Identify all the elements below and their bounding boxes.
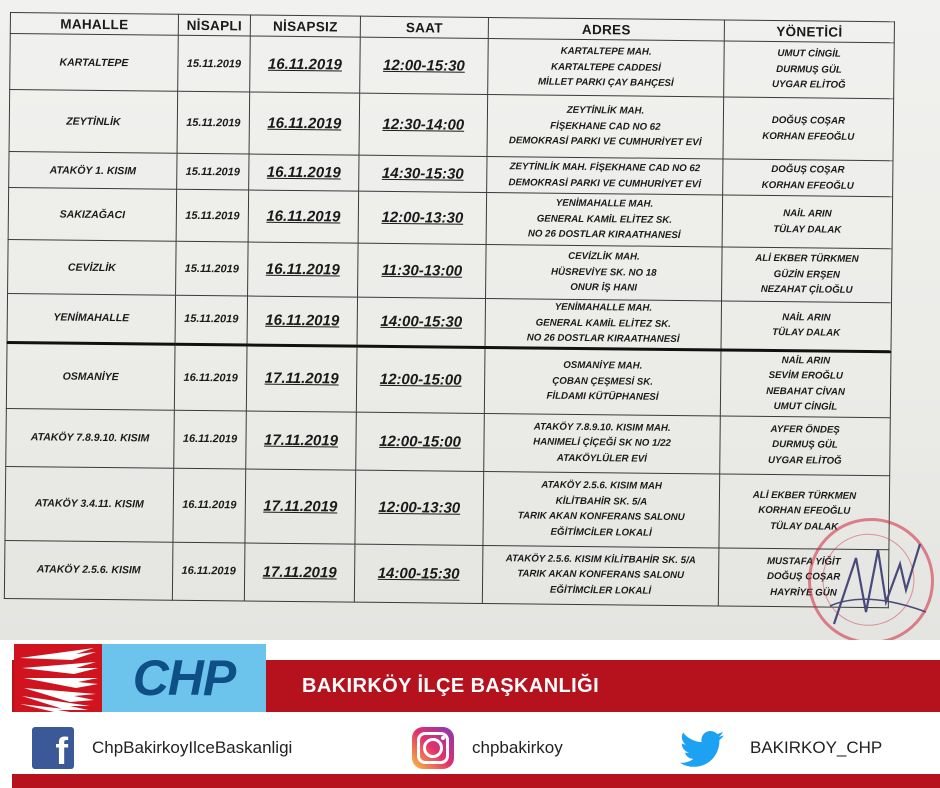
manager-name: TÜLAY DALAK <box>773 223 842 236</box>
table-row <box>6 408 891 475</box>
cell-mahalle: CEVİZLİK <box>8 239 177 295</box>
manager-name: TÜLAY DALAK <box>772 327 841 339</box>
address-line: KARTALTEPE MAH. <box>560 46 652 58</box>
manager-name: NAİL ARIN <box>781 354 831 367</box>
twitter-icon[interactable] <box>680 731 724 767</box>
cell-nisapli: 16.11.2019 <box>172 542 245 601</box>
header-yonetici: YÖNETİCİ <box>724 20 894 43</box>
manager-name: AYFER ÖNDEŞ <box>770 423 840 436</box>
schedule-table <box>4 12 895 608</box>
cell-yonetici <box>720 415 891 475</box>
cell-mahalle: ATAKÖY 7.8.9.10. KISIM <box>6 408 175 468</box>
cell-adres <box>486 193 723 247</box>
cell-yonetici <box>722 195 893 249</box>
table-row <box>9 90 894 161</box>
table-body <box>4 34 894 608</box>
cell-adres <box>487 157 723 195</box>
manager-name: DURMUŞ GÜL <box>776 63 842 76</box>
manager-name: ALİ EKBER TÜRKMEN <box>755 253 859 266</box>
manager-name: NAİL ARIN <box>782 311 831 324</box>
cell-saat: 12:00-15:30 <box>360 37 489 94</box>
cell-nisapsiz: 16.11.2019 <box>248 190 359 243</box>
address-line: DEMOKRASİ PARKI VE CUMHURİYET EVİ <box>508 135 702 149</box>
cell-mahalle: ATAKÖY 2.5.6. KISIM <box>4 540 173 600</box>
address-line: EĞİTİMCİLER LOKALİ <box>549 584 652 597</box>
manager-name: NEZAHAT ÇİLOĞLU <box>760 284 853 297</box>
banner-title: BAKIRKÖY İLÇE BAŞKANLIĞI <box>302 675 600 697</box>
cell-mahalle: OSMANİYE <box>6 342 175 410</box>
cell-saat: 11:30-13:00 <box>358 243 487 298</box>
manager-name: SEVİM EROĞLU <box>768 369 843 382</box>
cell-yonetici <box>720 349 891 417</box>
instagram-handle[interactable]: chpbakirkoy <box>472 738 563 757</box>
address-line: KİLİTBAHİR SK. 5/A <box>555 495 648 508</box>
manager-name: NAİL ARIN <box>783 208 832 220</box>
header-nisapli: NİSAPLI <box>178 14 250 36</box>
table-row <box>4 540 889 607</box>
cell-nisapli: 16.11.2019 <box>174 344 247 411</box>
facebook-handle[interactable]: ChpBakirkoyIlceBaskanligi <box>92 738 293 757</box>
cell-nisapli: 16.11.2019 <box>174 410 247 469</box>
cell-nisapsiz: 17.11.2019 <box>246 410 357 469</box>
cell-mahalle: ATAKÖY 3.4.11. KISIM <box>5 466 174 542</box>
manager-name: UYGAR ELİTOĞ <box>771 79 846 92</box>
table-row <box>6 342 891 417</box>
cell-nisapli: 15.11.2019 <box>175 295 248 344</box>
address-line: ZEYTİNLİK MAH. FİŞEKHANE CAD NO 62 <box>509 161 701 175</box>
address-line: ATAKÖY 2.5.6. KISIM MAH <box>541 479 662 492</box>
cell-nisapli: 15.11.2019 <box>176 241 249 296</box>
address-line: DEMOKRASİ PARKI VE CUMHURİYET EVİ <box>508 176 702 190</box>
cell-yonetici <box>721 301 891 351</box>
address-line: FİŞEKHANE CAD NO 62 <box>550 120 661 133</box>
cell-mahalle: ZEYTİNLİK <box>9 90 178 154</box>
cell-adres <box>486 244 723 300</box>
cell-nisapsiz: 17.11.2019 <box>246 345 357 412</box>
address-line: ATAKÖYLÜLER EVİ <box>556 452 647 465</box>
address-line: OSMANİYE MAH. <box>563 360 643 372</box>
manager-name: GÜZİN ERŞEN <box>773 268 840 281</box>
address-line: ONUR İŞ HANI <box>570 282 638 294</box>
address-line: ATAKÖY 2.5.6. KISIM KİLİTBAHİR SK. 5/A <box>505 552 696 566</box>
cell-nisapli: 15.11.2019 <box>176 189 249 242</box>
cell-yonetici <box>722 247 893 303</box>
cell-nisapli: 15.11.2019 <box>178 35 251 92</box>
cell-mahalle: ATAKÖY 1. KISIM <box>9 151 177 189</box>
cell-saat: 12:00-13:30 <box>358 191 487 244</box>
cell-nisapsiz: 16.11.2019 <box>250 36 361 93</box>
manager-name: ALİ EKBER TÜRKMEN <box>752 489 857 502</box>
address-line: ATAKÖY 7.8.9.10. KISIM MAH. <box>533 421 671 434</box>
cell-mahalle: KARTALTEPE <box>10 34 179 92</box>
cell-adres <box>484 347 721 415</box>
address-line: HANIMELİ ÇİÇEĞİ SK NO 1/22 <box>533 436 671 450</box>
cell-nisapsiz: 16.11.2019 <box>247 296 358 346</box>
manager-name: KORHAN EFEOĞLU <box>758 505 851 518</box>
cell-adres <box>488 39 725 97</box>
cell-adres <box>487 95 724 159</box>
address-line: GENERAL KAMİL ELİTEZ SK. <box>535 317 671 330</box>
cell-adres <box>484 413 721 473</box>
address-line: NO 26 DOSTLAR KIRAATHANESİ <box>526 332 680 346</box>
address-line: KARTALTEPE CADDESİ <box>550 61 661 74</box>
header-adres: ADRES <box>488 18 724 41</box>
address-line: FİLDAMI KÜTÜPHANESİ <box>546 390 659 404</box>
cell-mahalle: YENİMAHALLE <box>7 293 175 343</box>
address-line: CEVİZLİK MAH. <box>568 251 640 263</box>
manager-name: UYGAR ELİTOĞ <box>768 454 842 467</box>
manager-name: UMUT CİNGİL <box>773 401 838 413</box>
cell-adres <box>483 471 720 547</box>
cell-nisapsiz: 16.11.2019 <box>248 242 359 297</box>
cell-saat: 12:00-15:00 <box>356 412 485 471</box>
cell-saat: 14:00-15:30 <box>354 544 483 603</box>
manager-name: TÜLAY DALAK <box>770 520 839 533</box>
cell-saat: 12:00-15:00 <box>356 346 485 413</box>
table-row <box>8 187 892 248</box>
table-row <box>8 239 893 302</box>
chp-logo-text: CHP <box>132 650 236 706</box>
manager-name: HAYRİYE GÜN <box>770 586 837 599</box>
address-line: ÇOBAN ÇEŞMESİ SK. <box>552 375 654 388</box>
twitter-handle[interactable]: BAKIRKOY_CHP <box>750 738 883 757</box>
footer-red-line <box>12 774 940 788</box>
address-line: MİLLET PARKI ÇAY BAHÇESİ <box>537 76 674 90</box>
cell-nisapsiz: 16.11.2019 <box>249 92 360 155</box>
manager-name: DURMUŞ GÜL <box>772 439 838 451</box>
manager-name: DOĞUŞ COŞAR <box>771 163 845 176</box>
facebook-icon[interactable]: f <box>32 727 74 769</box>
cell-mahalle: SAKIZAĞACI <box>8 187 177 241</box>
address-line: TARIK AKAN KONFERANS SALONU <box>517 568 685 582</box>
cell-saat: 14:30-15:30 <box>359 155 487 192</box>
instagram-icon[interactable] <box>412 727 454 769</box>
cell-adres <box>482 545 719 605</box>
chp-six-arrows-logo <box>14 644 102 712</box>
cell-saat: 12:00-13:30 <box>355 470 484 545</box>
cell-nisapsiz: 17.11.2019 <box>245 468 356 543</box>
address-line: YENİMAHALLE MAH. <box>555 197 654 210</box>
address-line: GENERAL KAMİL ELİTEZ SK. <box>536 213 673 226</box>
manager-name: KORHAN EFEOĞLU <box>762 130 855 143</box>
handwritten-signature <box>816 520 936 640</box>
header-saat: SAAT <box>360 16 488 38</box>
manager-name: NEBAHAT CİVAN <box>766 385 846 398</box>
cell-nisapsiz: 16.11.2019 <box>249 154 359 191</box>
table-row <box>5 466 890 549</box>
address-line: EĞİTİMCİLER LOKALİ <box>550 526 652 539</box>
cell-yonetici <box>724 41 895 99</box>
manager-name: KORHAN EFEOĞLU <box>761 179 854 192</box>
table-row <box>10 34 895 99</box>
manager-name: UMUT CİNGİL <box>777 48 841 60</box>
manager-name: DOĞUŞ COŞAR <box>771 114 846 127</box>
cell-nisapli: 15.11.2019 <box>177 91 250 154</box>
cell-saat: 12:30-14:00 <box>359 93 488 156</box>
manager-name: DOĞUŞ COŞAR <box>766 571 841 583</box>
cell-nisapli: 15.11.2019 <box>177 153 249 190</box>
header-nisapsiz: NİSAPSIZ <box>250 15 360 37</box>
cell-yonetici <box>723 159 893 197</box>
header-mahalle: MAHALLE <box>10 13 178 36</box>
chp-logo-box <box>102 644 266 712</box>
cell-adres <box>485 298 721 349</box>
address-line: TARIK AKAN KONFERANS SALONU <box>517 510 685 524</box>
cell-nisapli: 16.11.2019 <box>173 468 246 543</box>
address-line: NO 26 DOSTLAR KIRAATHANESİ <box>527 228 681 242</box>
address-line: HÜSREVİYE SK. NO 18 <box>550 266 657 279</box>
cell-saat: 14:00-15:30 <box>357 297 486 347</box>
address-line: ZEYTİNLİK MAH. <box>566 105 645 117</box>
cell-yonetici <box>723 97 894 161</box>
cell-nisapsiz: 17.11.2019 <box>244 542 355 601</box>
manager-name: MUSTAFA YİĞİT <box>766 555 841 568</box>
address-line: YENİMAHALLE MAH. <box>554 301 653 314</box>
